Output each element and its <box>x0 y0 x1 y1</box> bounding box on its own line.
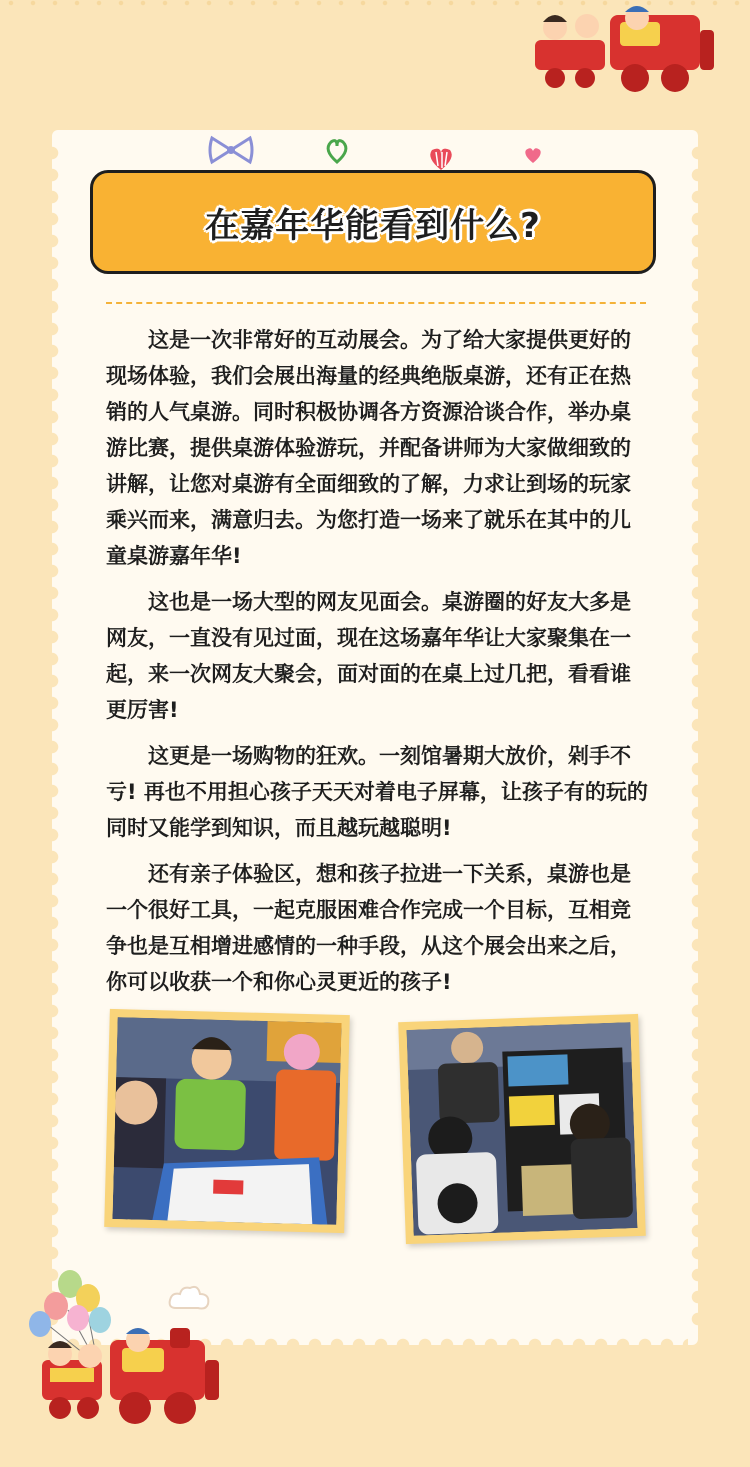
bow-icon <box>208 132 254 168</box>
paragraph-4: 还有亲子体验区，想和孩子拉进一下关系，桌游也是一个很好工具，一起克服困难合作完成一个目标，互相竞争也是互相增进感情的一种手段，从这个展会出来之后，你可以收获一个和你心灵更近的孩子! <box>106 862 631 994</box>
page-title: 在嘉年华能看到什么? <box>205 205 541 246</box>
title-bar <box>90 170 656 274</box>
card-scallop-right <box>690 142 706 1332</box>
heart-striped-icon <box>426 146 456 172</box>
dashed-divider <box>106 302 646 304</box>
paragraph-3: 这更是一场购物的狂欢。一刻馆暑期大放价，剁手不亏! 再也不用担心孩子天天对着电子屏幕，让孩子有的玩的同时又能学到知识，而且越玩越聪明! <box>106 744 648 840</box>
train-top-right-icon <box>525 0 725 100</box>
board-game-table-photo <box>406 1022 637 1236</box>
heart-pink-icon <box>523 146 543 164</box>
cloud-icon <box>168 1284 212 1312</box>
heart-green-icon <box>325 138 349 164</box>
paragraph-2: 这也是一场大型的网友见面会。桌游圈的好友大多是网友，一直没有见过面，现在这场嘉年华让大家聚集在一起，来一次网友大聚会，面对面的在桌上过几把，看看谁更厉害! <box>106 590 631 722</box>
kids-playing-photo <box>112 1017 341 1225</box>
card-scallop-left <box>44 142 60 1332</box>
event-photo-2 <box>398 1014 646 1244</box>
event-photo-1 <box>104 1009 350 1233</box>
paragraph-1: 这是一次非常好的互动展会。为了给大家提供更好的现场体验，我们会展出海量的经典绝版桌游，还有正在热销的人气桌游。同时积极协调各方资源洽谈合作，举办桌游比赛，提供桌游体验游玩，并配备讲师为大家做细致的讲解，让您对桌游有全面细致的了解，力求让到场的玩家乘兴而来，满意归去。为您打造一场来了就乐在其中的儿童桌游嘉年华! <box>106 328 631 568</box>
train-bottom-left-icon <box>30 1320 230 1430</box>
article-body <box>106 322 650 1010</box>
